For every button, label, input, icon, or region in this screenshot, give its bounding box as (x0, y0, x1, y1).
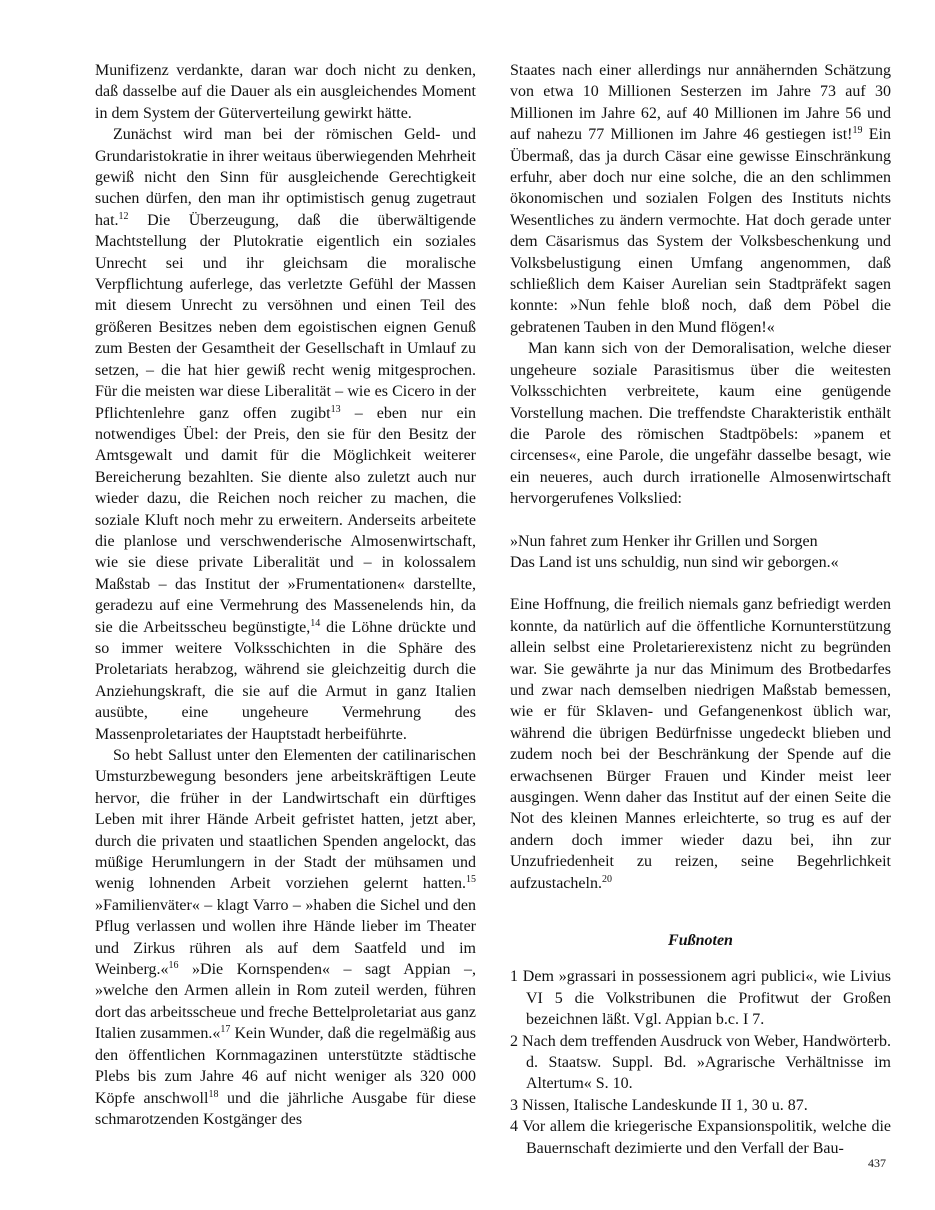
footnote-ref[interactable]: 13 (330, 403, 341, 415)
verse-line: Das Land ist uns schuldig, nun sind wir geborgen.« (510, 553, 839, 571)
page-number: 437 (868, 1156, 886, 1170)
paragraph: Eine Hoffnung, die freilich niemals ganz befriedigt werden konnte, da natürlich auf die öffentliche Kornunterstützung allein selbst eine Proletarierexistenz nicht zu begründen war. Sie gewährte ja nur das Minimum des Brotbedarfes und zwar nach demselben niedrigen Maßstab bemessen, wie er für Sklaven- und Gefangenenkost üblich war, während die übrigen Bedürfnisse ungedeckt blieben und zudem noch bei der Beschränkung der Spende auf die erwachsenen Bürger Frauen und Kinder meist leer ausgingen. Wenn daher das Institut auf der einen Seite die Not des kleinen Mannes erleichterte, so trug es auf der andern doch immer wieder dazu bei, ihn zur Unzufriedenheit zu reizen, seine Begehrlichkeit aufzustacheln.$^{20}$ (510, 596, 891, 892)
paragraph: Zunächst wird man bei der römischen Geld- und Grundaristokratie in ihrer weitaus überwiegenden Mehrheit gewiß nicht den Sinn für ausgleichende Gerechtigkeit suchen dürfen, den man ihr optimistisch genug zugetraut hat.$^{12}$ Die Überzeugung, daß die überwältigende Machtstellung der Plutokratie eigentlich ein soziales Unrecht sei und ihr gleichsam die moralische Verpflichtung auferlege, das verletzte Gefühl der Massen mit diesem Unrecht zu versöhnen und einen Teil des größeren Besitzes neben dem egoistischen eignen Genuß zum Besten der Gesamtheit der Gesellschaft in Umlauf zu setzen, – die hat hier gewiß recht wenig mitgesprochen. Für die meisten war diese Liberalität – wie es Cicero in der Pflichtenlehre ganz offen zugibt$^{13}$ – eben nur ein notwendiges Übel: der Preis, den sie für den Besitz der Amtsgewalt und damit für die Möglichkeit weiterer Bereicherung bezahlten. Sie diente also zuletzt auch nur wieder dazu, die Reichen noch reicher zu machen, die soziale Kluft noch mehr zu erweitern. Anderseits arbeitete die planlose und verschwenderische Almosenwirtschaft, wie sie diese private Liberalität und – in kolossalem Maßstab – das Institut der »Frumentationen« darstellte, geradezu auf eine Vermehrung des Massenelends hin, da sie die Arbeitsscheu begünstigte,$^{14}$ die Löhne drückte und so immer weitere Volksschichten in die Sphäre des Proletariats herabzog, während sie gleichzeitig durch die Anziehungskraft, die sie auf die Armut in ganz Italien ausübte, eine ungeheure Vermehrung des Massenproletariates der Hauptstadt herbeiführte. (95, 126, 477, 743)
paragraph: So hebt Sallust unter den Elementen der catilinarischen Umsturzbewegung besonders jene arbeitskräftigen Leute hervor, die früher in der Landwirtschaft ein dürftiges Leben mit ihrer Hände Arbeit gefristet hatten, jetzt aber, durch die privaten und staatlichen Spenden angelockt, das müßige Herumlungern in der Stadt der mühsamen und wenig lohnenden Arbeit vorziehen gelernt hatten.$^{15}$ »Familienväter« – klagt Varro – »haben die Sichel und den Pflug verlassen und wollen ihre Hände lieber im Theater und Zirkus rühren als auf dem Saatfeld und im Weinberg.«$^{16}$ »Die Kornspenden« – sagt Appian –, »welche den Armen allein in Rom zuteil werden, führen dort das arbeitsscheue und freche Bettelproletariat aus ganz Italien zusammen.«$^{17}$ Kein Wunder, daß die regelmäßig aus den öffentlichen Kornmagazinen unterstützte städtische Plebs bis zum Jahre 46 auf nicht weniger als 320 000 Köpfe anschwoll$^{18}$ und die jährliche Ausgabe für diese schmarotzenden Kostgänger des (95, 747, 477, 1128)
footnote-item: 1 Dem »grassari in possessionem agri publici«, wie Livius VI 5 die Volkstribunen die Profitwut der Großen bezeichnen läßt. Vgl. Appian b.c. I 7. (510, 968, 891, 1029)
verse-quote (510, 531, 891, 574)
footnote-ref[interactable]: 16 (168, 960, 179, 972)
paragraph: Staates nach einer allerdings nur annähernden Schätzung von etwa 10 Millionen Sesterzen im Jahre 73 auf 30 Millionen im Jahre 62, auf 40 Millionen im Jahre 56 und auf nahezu 77 Millionen im Jahre 46 gestiegen ist!$^{19}$ Ein Übermaß, das ja durch Cäsar eine gewisse Einschränkung erfuhr, aber doch nur eine solche, die an den schlimmen ökonomischen und sozialen Folgen des Instituts nichts Wesentliches zu ändern vermochte. Hat doch gerade unter dem Cäsarismus das System der Volksbeschenkung und Volksbelustigung einen Umfang angenommen, daß schließlich dem Kaiser Aurelian sein Stadtpräfekt sagen konnte: »Nun fehle bloß noch, daß dem Pöbel die gebratenen Tauben in den Mund flögen!« (510, 62, 892, 336)
left-column (95, 60, 476, 1130)
footnote-ref[interactable]: 14 (310, 617, 321, 629)
footnote-item: 3 Nissen, Italische Landeskunde II 1, 30 u. 87. (510, 1096, 808, 1114)
footnote-ref[interactable]: 18 (208, 1088, 219, 1100)
footnote-ref[interactable]: 15 (466, 874, 476, 886)
footnote-item: 4 Vor allem die kriegerische Expansionspolitik, welche die Bauernschaft dezimierte und den Verfall der Bau- (510, 1118, 891, 1157)
footnotes-list (510, 966, 891, 1159)
paragraph: Man kann sich von der Demoralisation, welche dieser ungeheure soziale Parasitismus über die weitesten Volksschichten verbreitete, kaum eine genügende Vorstellung machen. Die treffendste Charakteristik enthält die Parole des römischen Stadtpöbels: »panem et circenses«, eine Parole, die ungefähr dasselbe besagt, wie ein neueres, auch durch irrationelle Almosenwirtschaft hervorgerufenes Volkslied: (510, 340, 891, 508)
footnote-ref[interactable]: 20 (601, 873, 612, 885)
verse-line: »Nun fahret zum Henker ihr Grillen und Sorgen (510, 532, 818, 550)
footnotes-heading: Fußnoten (668, 932, 733, 950)
footnote-ref[interactable]: 12 (118, 210, 129, 222)
footnote-ref[interactable]: 19 (852, 125, 863, 137)
paragraph: Munifizenz verdankte, daran war doch nicht zu denken, daß dasselbe auf die Dauer als ein ausgleichendes Moment in dem System der Güterverteilung gewirkt hätte. (95, 62, 476, 122)
footnote-item: 2 Nach dem treffenden Ausdruck von Weber, Handwörterb. d. Staatsw. Suppl. Bd. »Agrarische Verhältnisse im Altertum« S. 10. (510, 1032, 891, 1093)
footnote-ref[interactable]: 17 (220, 1024, 231, 1036)
right-column (510, 60, 891, 1159)
